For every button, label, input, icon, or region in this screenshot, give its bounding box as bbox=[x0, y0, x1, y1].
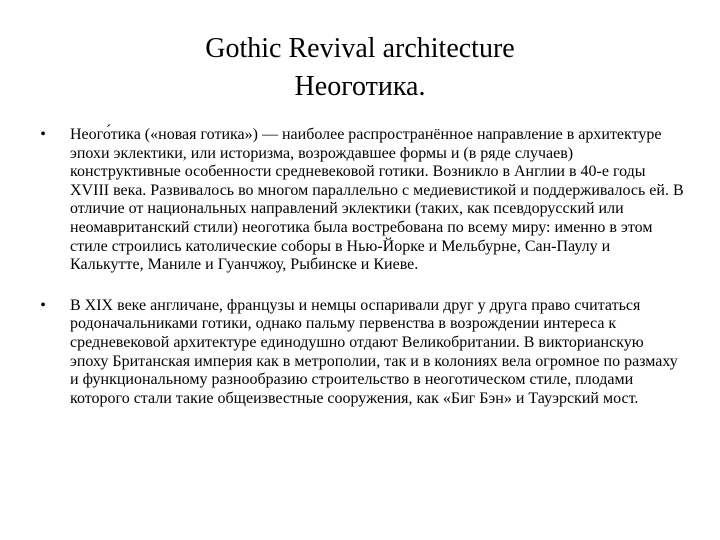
bullet-list bbox=[36, 126, 686, 408]
bullet-text: В XIX веке англичане, французы и немцы оспаривали друг у друга право считаться родоначальниками готики, однако пальму первенства в возрождении интереса к средневековой архитектуре единодушно отдают Великобритании. В викторианскую эпоху Британская империя как в метрополии, так и в колониях вела огромное по размаху и функциональному разнообразию строительство в неоготическом стиле, плодами которого стали такие общеизвестные сооружения, как «Биг Бэн» и Тауэрский мост. bbox=[70, 296, 678, 407]
bullet-text: Неого́тика («новая готика») — наиболее распространённое направление в архитектуре эпохи эклектики, или историзма, возрождавшее формы и (в ряде случаев) конструктивные особенности средневековой готики. Возникло в Англии в 40-е годы XVIII века. Развивалось во многом параллельно с медиевистикой и поддерживалось ей. В отличие от национальных направлений эклектики (таких, как псевдорусский или неомавританский стили) неоготика была востребована по всему миру: именно в этом стиле строились католические соборы в Нью-Йорке и Мельбурне, Сан-Паулу и Калькутте, Маниле и Гуанчжоу, Рыбинске и Киеве. bbox=[70, 126, 684, 274]
bullet-item-nineteenth-century bbox=[36, 297, 686, 409]
bullet-dot-icon: • bbox=[40, 296, 46, 314]
title-line-russian: Неоготика. bbox=[294, 71, 426, 102]
slide-title bbox=[60, 30, 660, 106]
bullet-dot-icon: • bbox=[40, 126, 46, 143]
bullet-item-neogothic-definition bbox=[36, 126, 686, 275]
title-line-english: Gothic Revival architecture bbox=[205, 33, 515, 64]
